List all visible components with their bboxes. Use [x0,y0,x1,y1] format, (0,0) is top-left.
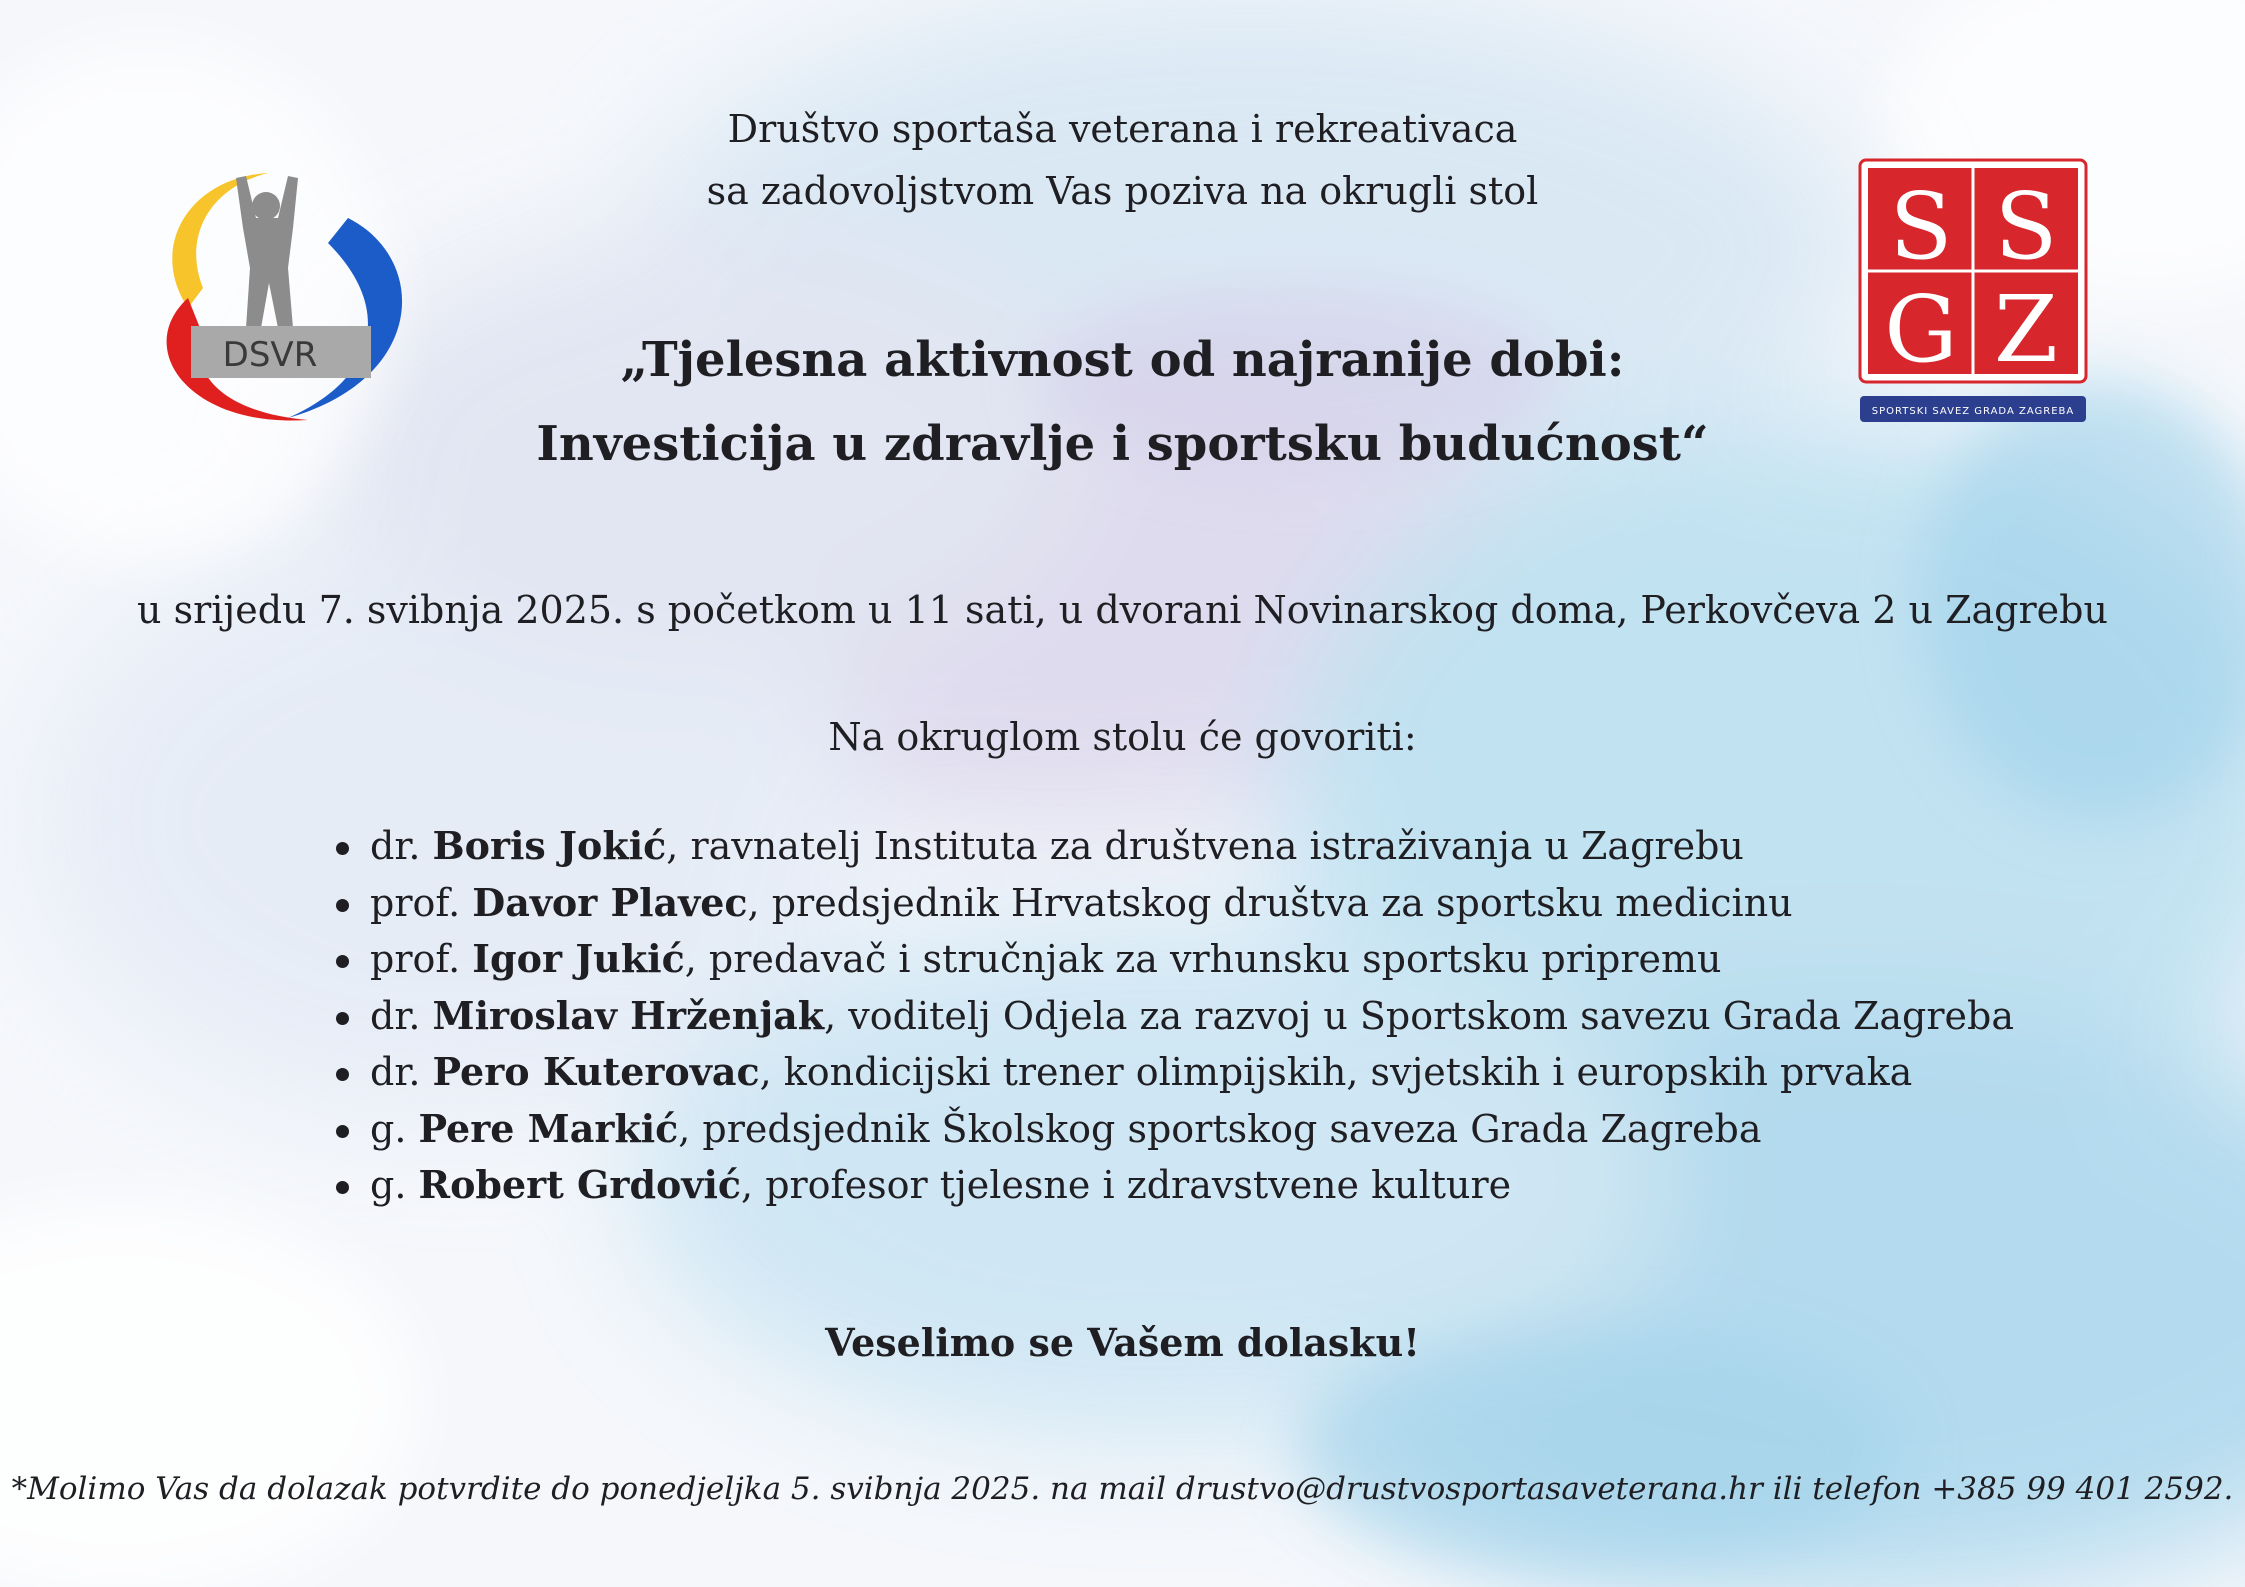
speakers-list [330,818,2014,1214]
speaker-title: dr. [370,993,421,1038]
speaker-role: , predavač i stručnjak za vrhunsku sportsku pripremu [684,937,1722,981]
speaker-title: g. [370,1106,407,1151]
closing-message: Veselimo se Vašem dolasku! [825,1320,1420,1365]
list-item [330,1101,2014,1158]
ssgz-letter-g: G [1884,276,1958,383]
list-item [330,988,2014,1045]
speaker-title: dr. [370,1050,421,1094]
bullet-icon [336,1181,349,1194]
bullet-icon [336,842,349,855]
ssgz-logo-caption: SPORTSKI SAVEZ GRADA ZAGREBA [1871,406,2075,417]
bullet-icon [336,1012,349,1025]
rsvp-footnote: *Molimo Vas da dolazak potvrdite do ponedjeljka 5. svibnja 2025. na mail drustvo@drustvosportasaveterana.hr ili telefon +385 99 401 2592. [11,1471,2234,1507]
list-item [330,1044,2014,1101]
list-item [330,1157,2014,1214]
intro-organization: Društvo sportaša veterana i rekreativaca [727,107,1518,151]
list-item [330,931,2014,988]
speakers-heading: Na okruglom stolu će govoriti: [828,715,1417,759]
speaker-name: Davor Plavec [472,879,748,925]
speaker-name: Miroslav Hrženjak [432,992,825,1038]
speaker-role: , profesor tjelesne i zdravstvene kulture [741,1163,1512,1207]
speaker-role: , kondicijski trener olimpijskih, svjetskih i europskih prvaka [759,1050,1913,1094]
speaker-role: , voditelj Odjela za razvoj u Sportskom savezu Grada Zagreba [824,993,2015,1038]
intro [0,98,2245,222]
bullet-icon [336,899,349,912]
speaker-name: Pere Markić [418,1105,679,1151]
speaker-name: Igor Jukić [472,936,685,981]
title-line-1: „Tjelesna aktivnost od najranije dobi: [620,332,1625,388]
intro-invitation: sa zadovoljstvom Vas poziva na okrugli stol [706,169,1539,213]
bullet-icon [336,955,349,968]
speaker-title: dr. [370,824,421,868]
ssgz-letter-s1: S [1889,173,1953,280]
dsvr-logo-text: DSVR [222,335,318,375]
speaker-title: prof. [370,937,461,981]
speaker-role: , predsjednik Hrvatskog društva za sportsku medicinu [747,880,1793,925]
ssgz-letter-s2: S [1994,173,2058,280]
title-line-2: Investicija u zdravlje i sportsku budućnost“ [536,416,1709,472]
speaker-role: , predsjednik Školskog sportskog saveza Grada Zagreba [678,1106,1762,1151]
list-item [330,875,2014,932]
ssgz-letter-z: Z [1994,276,2058,383]
speaker-role: , ravnatelj Instituta za društvena istraživanja u Zagrebu [666,824,1744,868]
speaker-name: Boris Jokić [432,823,667,868]
speaker-title: prof. [370,880,461,925]
speaker-name: Pero Kuterovac [432,1049,760,1094]
event-details: u srijedu 7. svibnja 2025. s početkom u 11 sati, u dvorani Novinarskog doma, Perkovčeva 2 u Zagrebu [137,588,2108,632]
bullet-icon [336,1125,349,1138]
bullet-icon [336,1068,349,1081]
speaker-title: g. [370,1163,407,1207]
list-item [330,818,2014,875]
round-table-title [0,318,2245,486]
speaker-name: Robert Grdović [418,1162,742,1207]
